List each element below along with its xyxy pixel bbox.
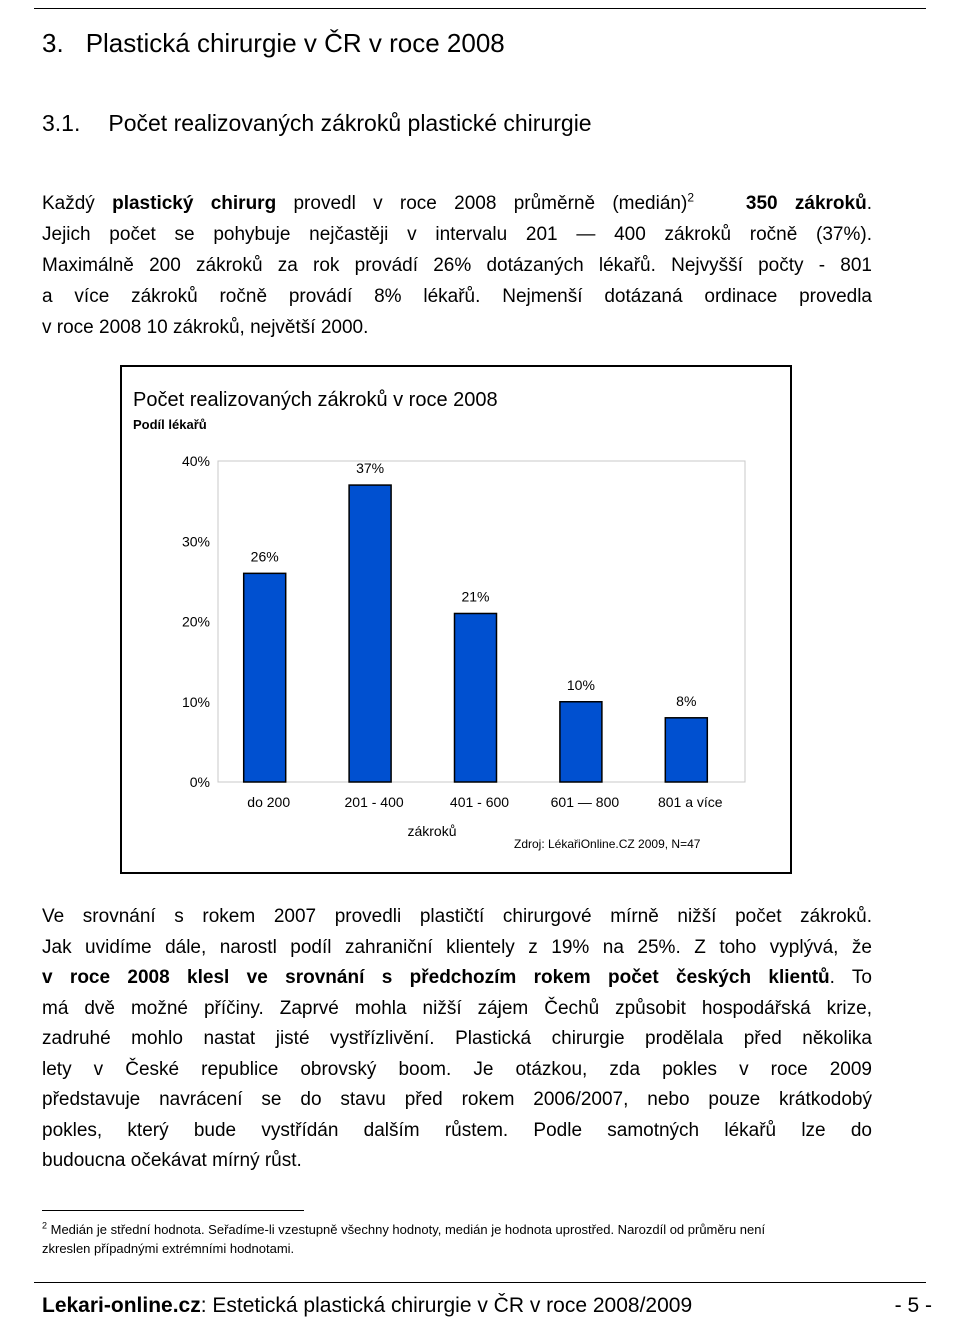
- chart-subtitle: Podíl lékařů: [133, 417, 207, 432]
- chart-title: Počet realizovaných zákroků v roce 2008: [133, 389, 498, 411]
- chart-plot: [122, 367, 790, 872]
- body-line-8: pokles, který bude vystřídán dalším růstem. Podle samotných lékařů lze do: [42, 1119, 872, 1141]
- body-paragraph: [42, 902, 872, 1177]
- footnote-rule: [42, 1210, 304, 1211]
- footnote: [42, 1220, 882, 1258]
- bar: [665, 718, 707, 782]
- intro-line-5: v roce 2008 10 zákroků, největší 2000.: [42, 317, 369, 338]
- bar-chart: [120, 365, 792, 874]
- bar-value-label: 10%: [566, 676, 595, 693]
- bar: [455, 613, 497, 782]
- body-line-4: má dvě možné příčiny. Zaprvé mohla nižší zájem Čechů způsobit hospodářská krize,: [42, 997, 872, 1019]
- section-heading: [42, 28, 505, 59]
- bar-value-label: 21%: [461, 588, 490, 605]
- bar: [560, 702, 602, 782]
- footer-site: Lekari-online.cz: [42, 1294, 201, 1317]
- page-number: - 5 -: [894, 1294, 932, 1317]
- x-tick-label: do 200: [247, 794, 291, 810]
- body-line-9: budoucna očekávat mírný růst.: [42, 1150, 302, 1171]
- x-tick-label: 601 — 800: [550, 794, 620, 810]
- y-tick-label: 10%: [181, 693, 210, 710]
- body-line-6: lety v České republice obrovský boom. Je otázkou, zda pokles v roce 2009: [42, 1058, 872, 1080]
- bar-value-label: 8%: [676, 692, 697, 709]
- y-tick-label: 20%: [181, 613, 210, 630]
- bar-value-label: 26%: [250, 548, 279, 565]
- chart-source: Zdroj: LékařiOnline.CZ 2009, N=47: [514, 837, 701, 851]
- bar: [244, 573, 286, 782]
- y-tick-label: 40%: [181, 453, 210, 469]
- footnote-line-1: $^2$ Medián je střední hodnota. Seřadíme-li vzestupně všechny hodnoty, medián je hodnota uprostřed. Narozdíl od průměru není: [42, 1220, 766, 1237]
- body-line-7: představuje navrácení se do stavu před rokem 2006/2007, nebo pouze krátkodobý: [42, 1089, 872, 1110]
- bottom-rule: [34, 1282, 926, 1283]
- y-tick-label: 30%: [181, 533, 210, 550]
- footnote-line-2: zkreslen případnými extrémními hodnotami.: [42, 1241, 295, 1256]
- body-line-3: v roce 2008 klesl ve srovnání s předchozím rokem počet českých klientů. To: [42, 967, 873, 988]
- x-tick-label: 201 - 400: [344, 794, 404, 810]
- bar-value-label: 37%: [356, 460, 385, 477]
- body-line-5: zadruhé mohlo nastat jisté vystřízlivění. Plastická chirurgie prodělala před několika: [42, 1028, 872, 1049]
- footer-title: : Estetická plastická chirurgie v ČR v roce 2008/2009: [200, 1294, 693, 1317]
- intro-line-4: a více zákroků ročně provádí 8% lékařů. Nejmenší dotázaná ordinace provedla: [42, 286, 872, 307]
- page-footer: [42, 1294, 692, 1318]
- y-tick-label: 0%: [189, 774, 210, 790]
- x-tick-label: 401 - 600: [449, 794, 510, 810]
- section-number: 3.: [42, 28, 64, 58]
- x-axis-title: zákroků: [407, 823, 457, 839]
- subsection-heading: [42, 110, 592, 137]
- intro-line-1: Každý plastický chirurg provedl v roce 2008 průměrně (medián)$^2$ 350 zákroků.: [42, 190, 872, 214]
- x-tick-label: 801 a více: [657, 794, 723, 810]
- intro-line-2: Jejich počet se pohybuje nejčastěji v intervalu 201 — 400 zákroků ročně (37%).: [42, 224, 872, 245]
- body-line-1: Ve srovnání s rokem 2007 provedli plastičtí chirurgové mírně nižší počet zákroků.: [42, 906, 872, 927]
- body-line-2: Jak uvidíme dále, narostl podíl zahraniční klientely z 19% na 25%. Z toho vyplývá, že: [42, 936, 872, 958]
- footnote-ref: 2: [687, 190, 694, 205]
- bar: [349, 485, 391, 782]
- section-title: Plastická chirurgie v ČR v roce 2008: [85, 28, 505, 58]
- intro-line-3: Maximálně 200 zákroků za rok provádí 26% dotázaných lékařů. Nejvyšší počty - 801: [42, 255, 872, 276]
- subsection-number: 3.1.: [42, 110, 81, 136]
- top-rule: [34, 8, 926, 9]
- intro-paragraph: [42, 188, 872, 343]
- subsection-title: Počet realizovaných zákroků plastické chirurgie: [108, 110, 592, 136]
